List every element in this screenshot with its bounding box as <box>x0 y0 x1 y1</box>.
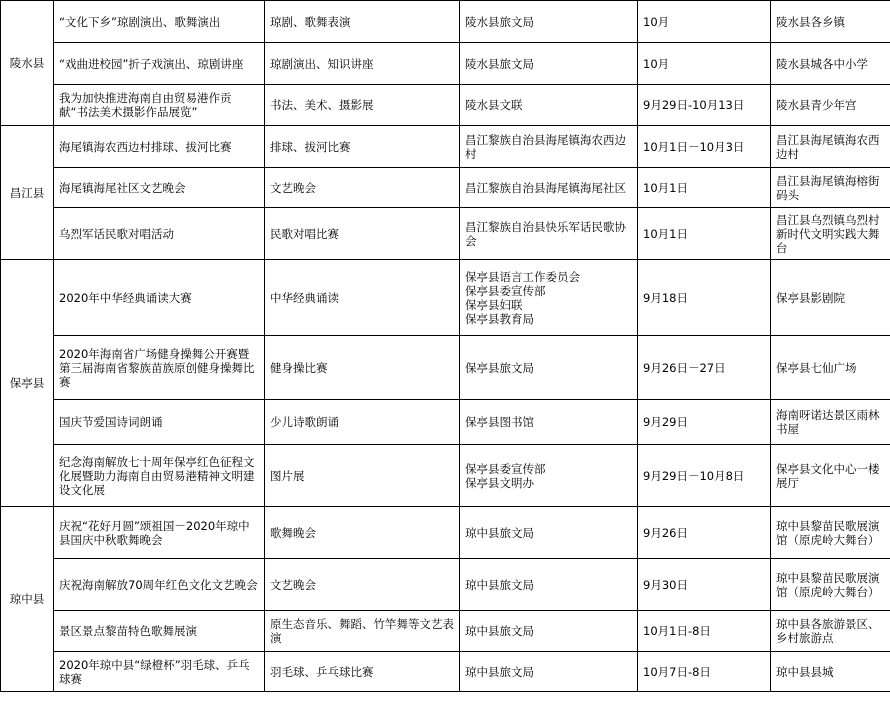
time-cell: 9月29日-10月13日 <box>638 85 771 126</box>
venue-cell: 陵水县青少年宫 <box>771 85 890 126</box>
event-type-cell: 书法、美术、摄影展 <box>265 85 460 126</box>
venue-cell: 保亭县七仙广场 <box>771 336 890 400</box>
organizer-cell: 琼中县旅文局 <box>460 611 638 652</box>
time-cell: 10月7日-8日 <box>638 652 771 692</box>
time-cell: 9月26日 <box>638 507 771 559</box>
event-name-cell: 2020年中华经典诵读大赛 <box>54 260 265 336</box>
venue-cell: 保亭县影剧院 <box>771 260 890 336</box>
table-row <box>1 336 890 400</box>
time-cell: 9月18日 <box>638 260 771 336</box>
organizer-cell: 保亭县语言工作委员会 保亭县委宣传部 保亭县妇联 保亭县教育局 <box>460 260 638 336</box>
venue-cell: 昌江县海尾镇海农西边村 <box>771 126 890 168</box>
event-name-cell: 景区景点黎苗特色歌舞展演 <box>54 611 265 652</box>
table-row <box>1 445 890 507</box>
event-name-cell: 2020年海南省广场健身操舞公开赛暨第三届海南省黎族苗族原创健身操舞比赛 <box>54 336 265 400</box>
time-cell: 9月30日 <box>638 559 771 611</box>
table-row <box>1 43 890 85</box>
event-name-cell: 海尾镇海农西边村排球、拔河比赛 <box>54 126 265 168</box>
organizer-cell: 陵水县旅文局 <box>460 1 638 43</box>
event-name-cell: 庆祝海南解放70周年红色文化文艺晚会 <box>54 559 265 611</box>
organizer-cell: 保亭县委宣传部 保亭县文明办 <box>460 445 638 507</box>
table-row <box>1 126 890 168</box>
event-type-cell: 羽毛球、乒乓球比赛 <box>265 652 460 692</box>
venue-cell: 海南呀诺达景区雨林书屋 <box>771 400 890 445</box>
event-name-cell: “戏曲进校园”折子戏演出、琼剧讲座 <box>54 43 265 85</box>
county-cell: 琼中县 <box>1 507 54 692</box>
table-row <box>1 611 890 652</box>
table-row <box>1 507 890 559</box>
organizer-cell: 昌江黎族自治县快乐军话民歌协会 <box>460 208 638 260</box>
venue-cell: 琼中县县城 <box>771 652 890 692</box>
table-row <box>1 400 890 445</box>
organizer-cell: 琼中县旅文局 <box>460 507 638 559</box>
event-name-cell: 乌烈军话民歌对唱活动 <box>54 208 265 260</box>
event-type-cell: 中华经典诵读 <box>265 260 460 336</box>
organizer-cell: 琼中县旅文局 <box>460 559 638 611</box>
events-table-body <box>1 1 890 692</box>
event-type-cell: 健身操比赛 <box>265 336 460 400</box>
event-name-cell: 庆祝“花好月圆”颂祖国－2020年琼中县国庆中秋歌舞晚会 <box>54 507 265 559</box>
event-name-cell: 我为加快推进海南自由贸易港作贡献“书法美术摄影作品展览” <box>54 85 265 126</box>
event-name-cell: 国庆节爱国诗词朗诵 <box>54 400 265 445</box>
event-type-cell: 文艺晚会 <box>265 168 460 208</box>
organizer-cell: 保亭县图书馆 <box>460 400 638 445</box>
event-type-cell: 民歌对唱比赛 <box>265 208 460 260</box>
event-type-cell: 文艺晚会 <box>265 559 460 611</box>
time-cell: 10月1日-8日 <box>638 611 771 652</box>
time-cell: 9月26日－27日 <box>638 336 771 400</box>
event-type-cell: 少儿诗歌朗诵 <box>265 400 460 445</box>
venue-cell: 琼中县黎苗民歌展演馆（原虎岭大舞台） <box>771 559 890 611</box>
county-cell: 陵水县 <box>1 1 54 126</box>
time-cell: 10月 <box>638 1 771 43</box>
organizer-cell: 保亭县旅文局 <box>460 336 638 400</box>
venue-cell: 琼中县黎苗民歌展演馆（原虎岭大舞台） <box>771 507 890 559</box>
venue-cell: 陵水县各乡镇 <box>771 1 890 43</box>
county-cell: 保亭县 <box>1 260 54 507</box>
organizer-cell: 昌江黎族自治县海尾镇海农西边村 <box>460 126 638 168</box>
event-type-cell: 琼剧、歌舞表演 <box>265 1 460 43</box>
time-cell: 9月29日 <box>638 400 771 445</box>
county-cell: 昌江县 <box>1 126 54 260</box>
table-row <box>1 559 890 611</box>
organizer-cell: 陵水县旅文局 <box>460 43 638 85</box>
time-cell: 9月29日－10月8日 <box>638 445 771 507</box>
time-cell: 10月1日－10月3日 <box>638 126 771 168</box>
time-cell: 10月 <box>638 43 771 85</box>
table-row <box>1 652 890 692</box>
event-name-cell: 纪念海南解放七十周年保亭红色征程文化展暨助力海南自由贸易港精神文明建设文化展 <box>54 445 265 507</box>
time-cell: 10月1日 <box>638 208 771 260</box>
time-cell: 10月1日 <box>638 168 771 208</box>
organizer-cell: 琼中县旅文局 <box>460 652 638 692</box>
organizer-cell: 昌江黎族自治县海尾镇海尾社区 <box>460 168 638 208</box>
table-row <box>1 168 890 208</box>
venue-cell: 昌江县海尾镇海榕街码头 <box>771 168 890 208</box>
organizer-cell: 陵水县文联 <box>460 85 638 126</box>
event-type-cell: 图片展 <box>265 445 460 507</box>
venue-cell: 保亭县文化中心一楼展厅 <box>771 445 890 507</box>
event-type-cell: 原生态音乐、舞蹈、竹竿舞等文艺表演 <box>265 611 460 652</box>
table-row <box>1 260 890 336</box>
event-type-cell: 排球、拔河比赛 <box>265 126 460 168</box>
event-name-cell: 2020年琼中县“绿橙杯”羽毛球、乒乓球赛 <box>54 652 265 692</box>
event-name-cell: 海尾镇海尾社区文艺晚会 <box>54 168 265 208</box>
venue-cell: 陵水县城各中小学 <box>771 43 890 85</box>
table-row <box>1 1 890 43</box>
venue-cell: 琼中县各旅游景区、乡村旅游点 <box>771 611 890 652</box>
table-row <box>1 85 890 126</box>
event-type-cell: 歌舞晚会 <box>265 507 460 559</box>
table-row <box>1 208 890 260</box>
event-type-cell: 琼剧演出、知识讲座 <box>265 43 460 85</box>
venue-cell: 昌江县乌烈镇乌烈村新时代文明实践大舞台 <box>771 208 890 260</box>
event-name-cell: “文化下乡”琼剧演出、歌舞演出 <box>54 1 265 43</box>
